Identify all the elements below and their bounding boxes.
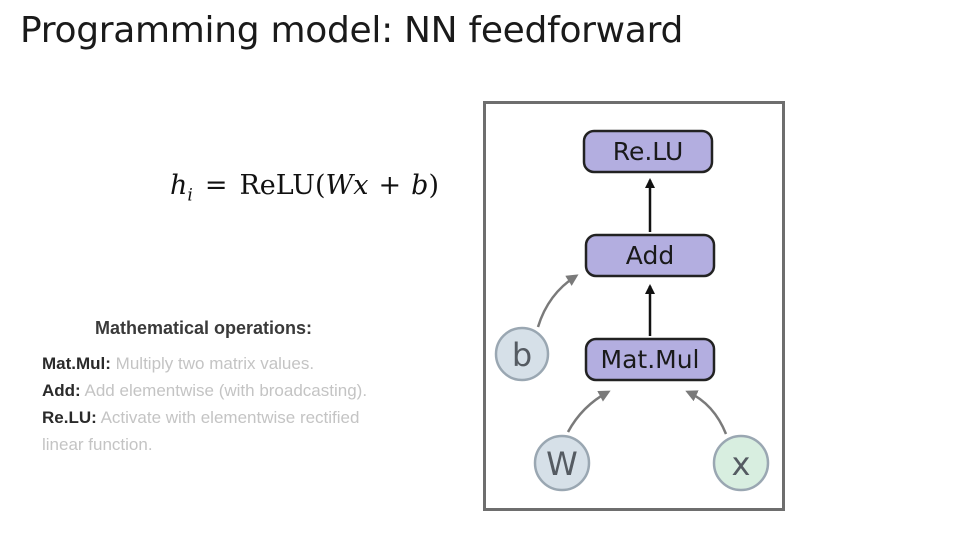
formula-open-paren: ( [314,170,326,201]
computation-graph-svg [486,104,782,508]
formula-b: b [411,170,429,201]
formula-plus: + [378,170,402,201]
node-x [714,436,768,490]
formula-relu: ReLU [239,170,315,201]
operation-name: Mat.Mul: [42,354,111,373]
formula-equals: = [204,170,228,201]
operation-description: Multiply two matrix values. [115,354,315,373]
node-w [535,436,589,490]
operation-description: linear function. [42,435,153,454]
operations-list [42,350,462,458]
node-relu-label: Re.LU [612,137,684,166]
formula-x: x [353,170,369,201]
operation-description: Add elementwise (with broadcasting). [84,381,368,400]
slide-title: Programming model: NN feedforward [20,10,683,51]
node-add-label: Add [625,241,675,270]
operation-name: Add: [42,381,81,400]
operation-item-relu [42,404,462,431]
node-b-label: b [511,336,533,374]
formula-h: h [170,170,188,201]
operations-heading: Mathematical operations: [95,318,313,338]
node-x-label: x [731,445,751,483]
node-w-label: W [546,445,578,483]
formula-close-paren: ) [428,170,439,201]
formula-subscript-i: i [187,185,193,206]
node-matmul [586,339,714,380]
operation-item-matmul [42,350,462,377]
node-b [496,328,548,380]
operation-description: Activate with elementwise rectified [100,408,360,427]
edge-w-to-matmul [568,392,608,432]
operation-name: Re.LU: [42,408,97,427]
edge-b-to-add [538,276,576,327]
computation-graph [483,101,785,511]
edge-x-to-matmul [688,392,726,434]
operation-item-add [42,377,462,404]
node-relu [584,131,712,172]
feedforward-formula [170,170,439,205]
node-matmul-label: Mat.Mul [600,345,700,374]
operation-item-relu-continued [42,431,462,458]
node-add [586,235,714,276]
formula-W: W [325,170,354,201]
